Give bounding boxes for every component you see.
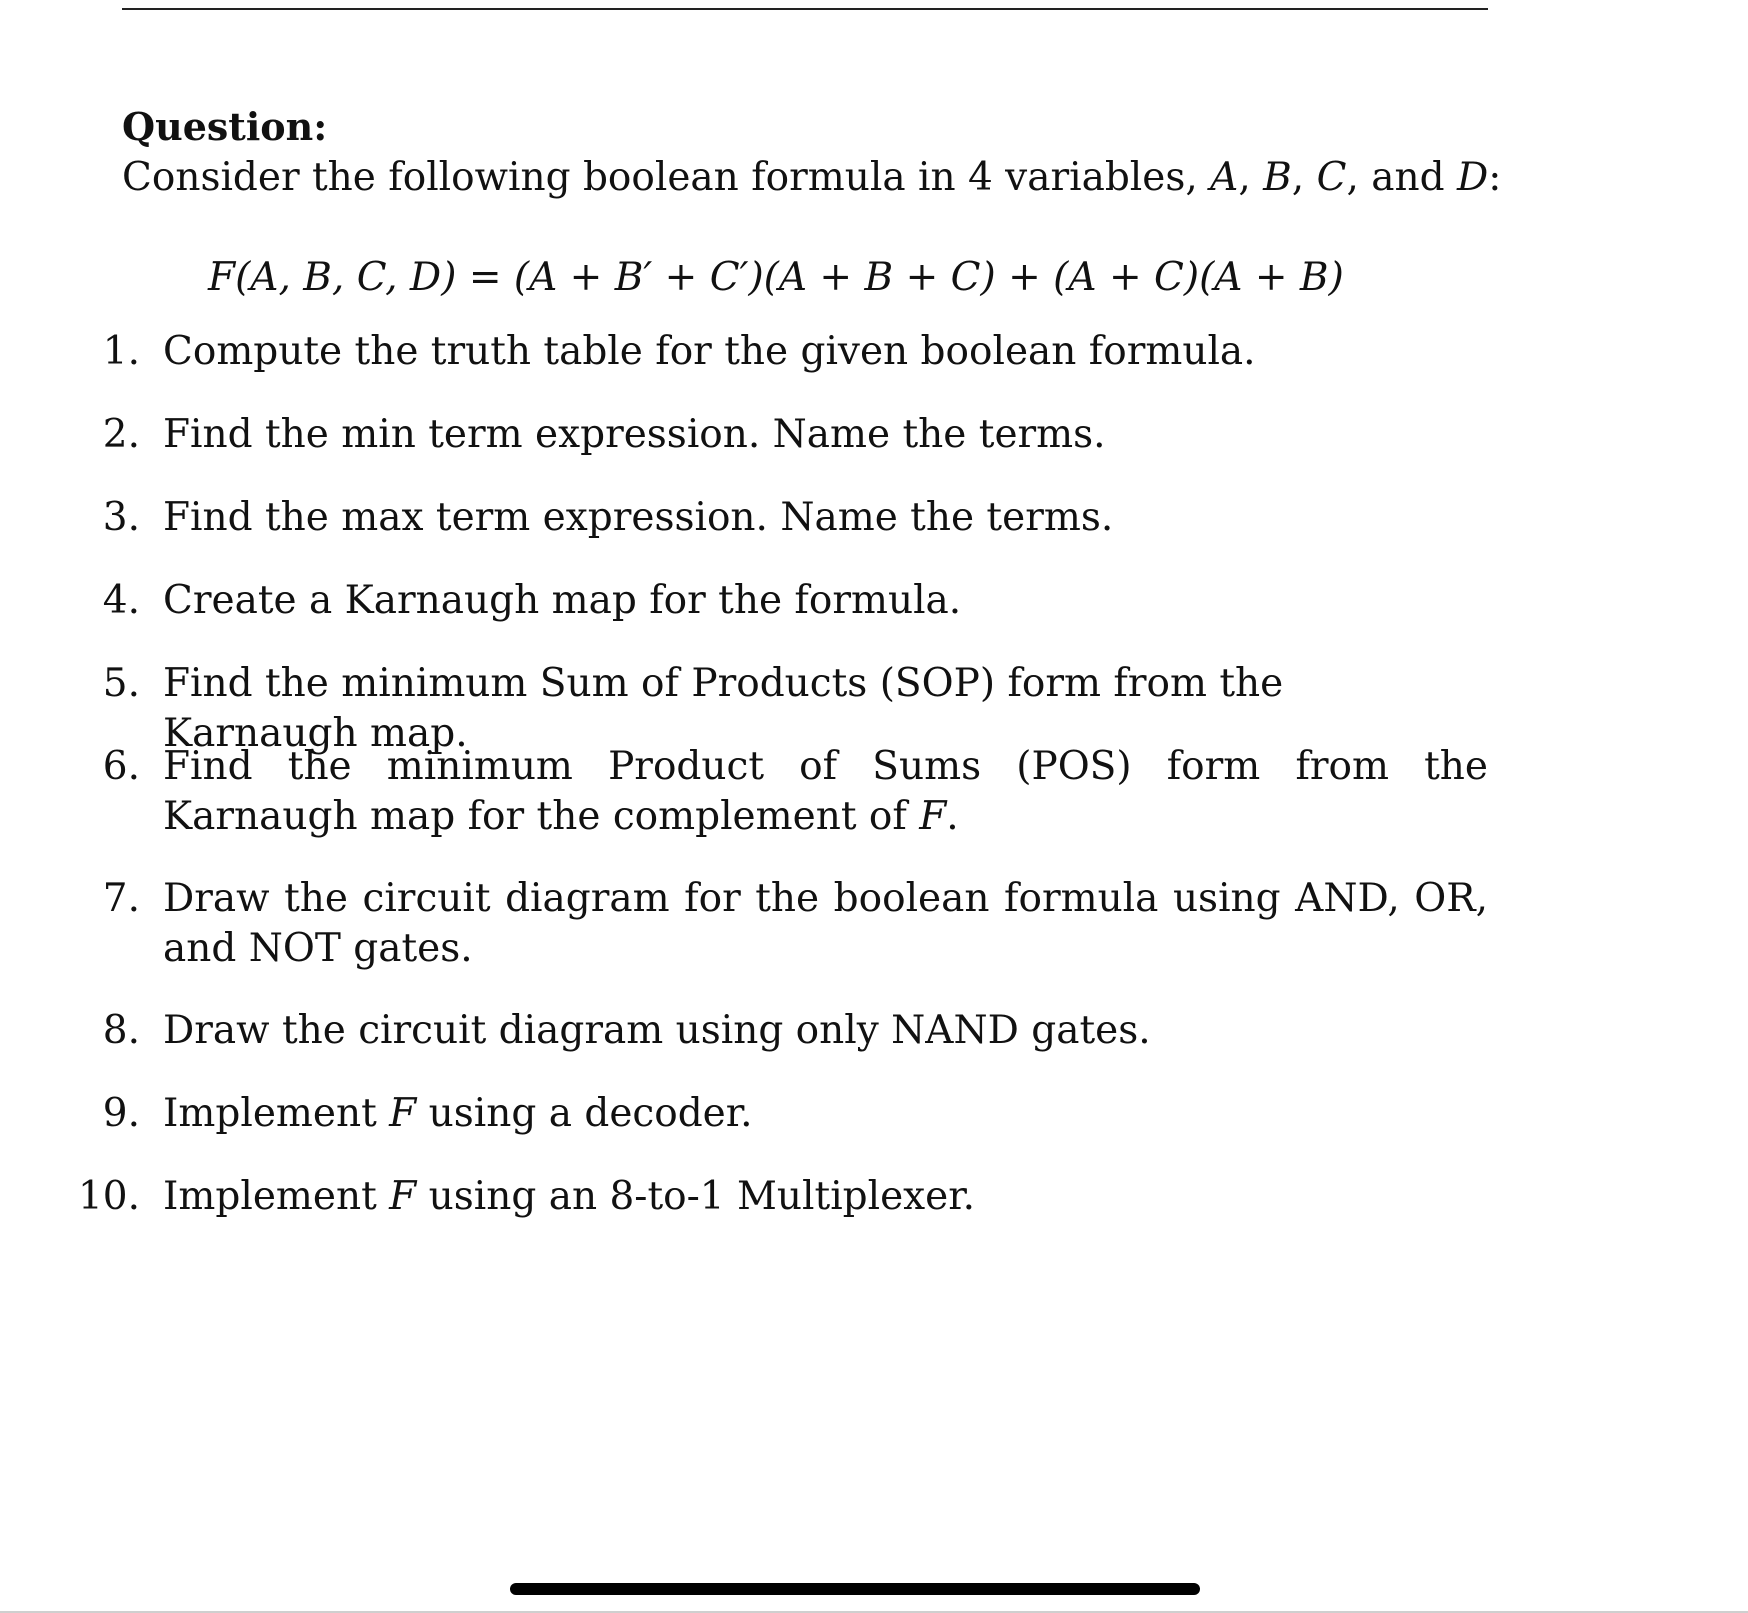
variable-d: D — [1456, 155, 1489, 200]
question-heading: Question: — [122, 104, 328, 149]
variable-b: B — [1263, 155, 1292, 200]
home-indicator[interactable] — [510, 1583, 1200, 1595]
question-intro: Consider the following boolean formula in 4 variables, A, B, C, and D: — [122, 155, 1502, 200]
variable-a: A — [1210, 155, 1239, 200]
boolean-formula: F(A, B, C, D) = (A + B′ + C′)(A + B + C) + (A + C)(A + B) — [208, 255, 1344, 300]
variable-c: C — [1316, 155, 1347, 200]
top-divider — [122, 8, 1488, 10]
